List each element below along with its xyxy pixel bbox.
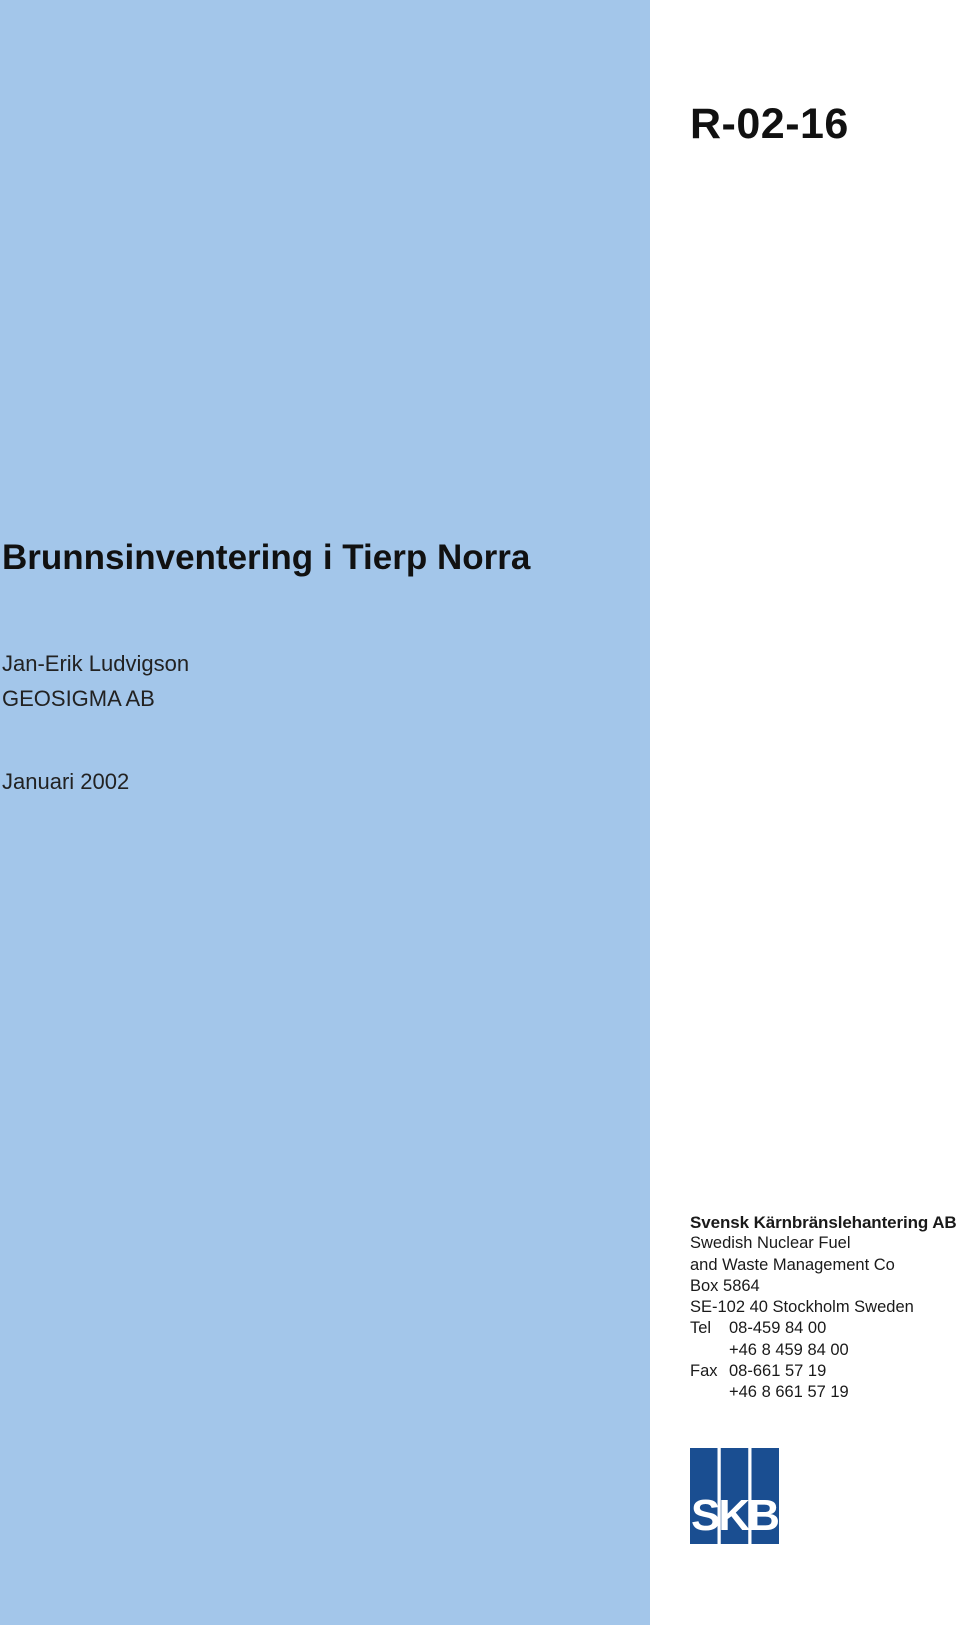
report-title: Brunnsinventering i Tierp Norra: [2, 538, 531, 577]
fax-row: [690, 1361, 957, 1382]
logo-text: SKB: [691, 1491, 778, 1540]
publisher-address: [690, 1212, 957, 1404]
tel-label: Tel: [690, 1319, 712, 1338]
tel-row: [690, 1318, 957, 1339]
fax-domestic: 08-661 57 19: [729, 1362, 827, 1381]
tel-international: +46 8 459 84 00: [729, 1340, 849, 1359]
fax-label: Fax: [690, 1362, 718, 1381]
author-block: [2, 646, 189, 716]
author-affiliation: GEOSIGMA AB: [2, 686, 155, 711]
publisher-name: Svensk Kärnbränslehantering AB: [690, 1213, 957, 1232]
publisher-city: SE-102 40 Stockholm Sweden: [690, 1298, 914, 1317]
report-number: R-02-16: [690, 100, 849, 148]
author-name: Jan-Erik Ludvigson: [2, 651, 190, 676]
skb-logo-icon: [690, 1448, 779, 1544]
tel-domestic: 08-459 84 00: [729, 1319, 827, 1338]
fax-international: +46 8 661 57 19: [729, 1383, 849, 1402]
publisher-english-name-1: Swedish Nuclear Fuel: [690, 1234, 851, 1253]
publisher-english-name-2: and Waste Management Co: [690, 1255, 895, 1274]
report-date: Januari 2002: [2, 769, 130, 794]
publisher-box: Box 5864: [690, 1276, 760, 1295]
